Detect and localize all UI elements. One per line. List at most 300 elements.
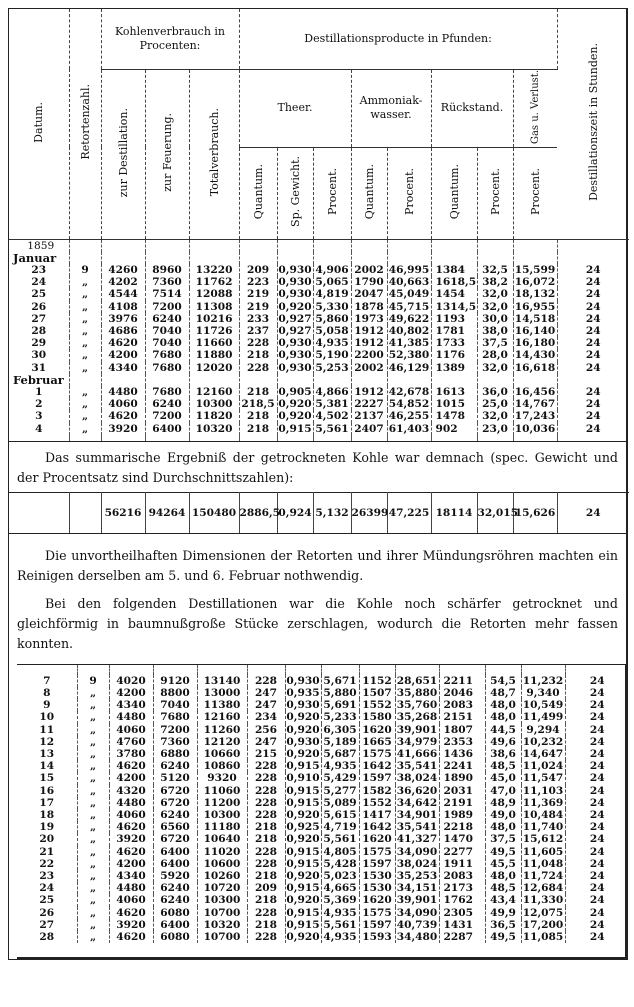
cell-col-5: 247 [247,687,285,699]
cell-col-8: 1597 [359,858,395,870]
summary-cell-11: 32,015 [477,492,513,533]
cell-col-3: 7200 [153,724,197,736]
cell-col-13: 24 [585,361,601,374]
cell-col-8: 2200 [351,349,387,361]
table-row [9,362,629,374]
cell-col-10: 2151 [439,711,485,723]
cell-col-7: 5,253 [313,362,351,374]
cell-col-10: 1762 [439,894,485,906]
cell-col-1: „ [77,919,109,931]
cell-col-5: 218 [247,821,285,833]
cell-col-11: 48,9 [485,797,521,809]
cell-col-12: 10,484 [522,809,564,822]
cell-col-8: 1912 [351,386,387,398]
cell-col-11: 47,0 [485,785,521,797]
cell-col-1: „ [77,699,109,711]
cell-col-4: 12020 [189,362,239,374]
cell-col-4: 11380 [197,699,247,711]
table-row [17,833,629,845]
cell-col-13: 24 [589,870,605,883]
cell-col-2: 4620 [109,760,153,772]
cell-col-9: 38,024 [396,857,438,870]
cell-col-3: 7360 [145,276,189,288]
month-label: Februar [9,374,69,386]
cell-col-3: 6560 [153,821,197,833]
cell-col-8: 1575 [359,846,395,858]
cell-col-1: „ [69,337,101,349]
cell-col-10: 1314,5 [431,301,477,313]
cell-col-11: 36,0 [477,386,513,398]
cell-col-10: 1890 [439,772,485,784]
cell-col-3: 5920 [153,870,197,882]
cell-col-7: 4,819 [313,288,351,300]
cell-col-10: 1176 [431,349,477,361]
cell-col-6: 0,910 [286,772,320,785]
table-row [9,337,629,349]
cell-col-0: 15 [17,772,77,784]
cell-col-12: 14,518 [514,312,556,325]
cell-col-3: 7200 [145,301,189,313]
cell-col-8: 1597 [359,772,395,784]
cell-col-9: 35,541 [396,821,438,834]
cell-col-8: 2002 [351,362,387,374]
cell-col-8: 1620 [359,724,395,736]
cell-col-10: 2241 [439,760,485,772]
cell-col-10: 2211 [439,675,485,687]
cell-col-12: 17,200 [522,918,564,931]
cell-col-12: 11,499 [522,711,564,724]
cell-col-4: 10720 [197,882,247,894]
table-row [17,760,629,772]
cell-col-0: 11 [17,724,77,736]
cell-col-12: 15,612 [522,833,564,846]
cell-col-4: 10700 [197,931,247,943]
cell-col-1: „ [77,846,109,858]
cell-col-6: 0,935 [286,686,320,699]
table-row [9,301,629,313]
cell-col-7: 4,866 [313,386,351,398]
cell-col-9: 49,622 [388,312,430,325]
cell-col-0: 25 [17,894,77,906]
cell-col-8: 1620 [359,833,395,845]
cell-col-8: 1552 [359,797,395,809]
cell-col-2: 4620 [101,410,145,422]
cell-col-11: 38,6 [485,748,521,760]
cell-col-12: 12,684 [522,882,564,895]
cell-col-11: 32,0 [477,410,513,422]
summary-cell-6: 0,924 [277,492,313,533]
cell-col-4: 10660 [197,748,247,760]
cell-col-2: 3920 [109,919,153,931]
cell-col-2: 3920 [109,833,153,845]
cell-col-1: „ [69,301,101,313]
cell-col-12: 11,740 [522,821,564,834]
cell-col-0: 26 [9,301,69,313]
table-row [17,772,629,784]
cell-col-13: 24 [585,349,601,362]
cell-col-6: 0,920 [286,809,320,822]
cell-col-13: 24 [589,906,605,919]
summary-cell-2: 56216 [101,492,145,533]
cell-col-11: 49,9 [485,907,521,919]
cell-col-0: 23 [9,264,69,276]
cell-col-7: 5,561 [321,919,359,931]
cell-col-7: 5,189 [321,736,359,748]
cell-col-0: 26 [17,907,77,919]
cell-col-11: 48,0 [485,870,521,882]
table-row [17,846,629,858]
cell-col-3: 6240 [153,809,197,821]
cell-col-0: 2 [9,398,69,410]
table-row [17,809,629,821]
cell-col-0: 27 [17,919,77,931]
cell-col-11: 49,5 [485,846,521,858]
cell-col-8: 2227 [351,398,387,410]
cell-col-7: 5,381 [313,398,351,410]
cell-col-12: 9,294 [521,724,565,736]
cell-col-6: 0,930 [286,699,320,712]
cell-col-4: 10700 [197,907,247,919]
cell-col-3: 7680 [145,386,189,398]
cell-col-10: 1470 [439,833,485,845]
cell-col-10: 2083 [439,870,485,882]
cell-col-9: 46,255 [388,410,430,423]
cell-col-0: 21 [17,846,77,858]
cell-col-5: 228 [247,809,285,821]
cell-col-13: 24 [589,821,605,834]
cell-col-7: 5,233 [321,711,359,723]
cell-col-6: 0,915 [278,422,312,435]
cell-col-3: 7200 [145,410,189,422]
cell-col-4: 11200 [197,797,247,809]
cell-col-4: 10216 [189,313,239,325]
cell-col-8: 2407 [351,423,387,435]
cell-col-10: 1384 [431,264,477,276]
summary-cell-9: 47,225 [387,492,431,533]
cell-col-8: 2137 [351,410,387,422]
cell-col-6: 0,915 [286,857,320,870]
cell-col-3: 6240 [153,882,197,894]
cell-col-13: 24 [589,796,605,809]
cell-col-4: 11020 [197,846,247,858]
cell-col-0: 30 [9,349,69,361]
cell-col-13: 24 [585,288,601,301]
cell-col-6: 0,915 [286,784,320,797]
cell-col-13: 24 [585,276,601,289]
cell-col-1: „ [77,797,109,809]
cell-col-7: 4,906 [313,264,351,276]
cell-col-6: 0,920 [286,870,320,883]
cell-col-9: 36,620 [396,784,438,797]
cell-col-9: 40,663 [388,276,430,289]
cell-col-10: 1454 [431,288,477,300]
cell-col-3: 6400 [153,858,197,870]
cell-col-9: 41,327 [396,833,438,846]
cell-col-1: „ [69,410,101,422]
cell-col-5: 247 [247,699,285,711]
cell-col-8: 1878 [351,301,387,313]
table-row [17,797,629,809]
cell-col-4: 10300 [197,809,247,821]
cell-col-1: „ [77,907,109,919]
cell-col-13: 24 [585,398,601,411]
cell-col-2: 3976 [101,313,145,325]
cell-col-1: „ [69,386,101,398]
table-row [17,724,629,736]
cell-col-12: 11,103 [522,784,564,797]
cell-col-3: 6400 [153,846,197,858]
cell-col-13: 24 [589,699,605,712]
cell-col-5: 228 [247,675,285,687]
cell-col-1: „ [69,288,101,300]
cell-col-7: 4,719 [321,821,359,833]
cell-col-2: 4060 [109,809,153,821]
cell-col-5: 218 [247,894,285,906]
cell-col-0: 7 [17,675,77,687]
cell-col-4: 12160 [189,386,239,398]
cell-col-12: 11,369 [522,796,564,809]
cell-col-5: 218,5 [239,398,277,410]
cell-col-7: 5,671 [321,675,359,687]
table-row [17,675,629,687]
paragraph-1: Die unvortheilhaften Dimensionen der Retorten und ihrer Mündungsröhren machten ein Reinigen derselben am 5. und 6. Februar nothwendig. [17,547,618,583]
cell-col-8: 1665 [359,736,395,748]
cell-col-13: 24 [589,735,605,748]
cell-col-9: 34,090 [396,845,438,858]
cell-col-1: „ [77,772,109,784]
cell-col-7: 5,561 [321,833,359,845]
summary-cell-12: 15,626 [513,492,557,533]
cell-col-5: 228 [239,362,277,374]
cell-col-9: 41,385 [388,337,430,350]
cell-col-4: 11260 [197,724,247,736]
cell-col-13: 24 [589,711,605,724]
cell-col-13: 24 [585,410,601,423]
cell-col-4: 10300 [197,894,247,906]
cell-col-2: 4060 [101,398,145,410]
cell-col-8: 1620 [359,894,395,906]
summary-cell-7: 5,132 [313,492,351,533]
cell-col-1: „ [77,894,109,906]
cell-col-1: „ [77,833,109,845]
cell-col-3: 6720 [153,797,197,809]
cell-col-11: 48,0 [485,821,521,833]
cell-col-7: 5,880 [321,687,359,699]
cell-col-2: 4340 [101,362,145,374]
cell-col-3: 6240 [153,760,197,772]
cell-col-10: 2305 [439,907,485,919]
cell-col-7: 6,305 [321,724,359,736]
summary-cell-3: 94264 [145,492,189,533]
cell-col-9: 34,480 [396,931,438,944]
cell-col-1: „ [77,821,109,833]
cell-col-1: „ [69,313,101,325]
cell-col-10: 1733 [431,337,477,349]
col-destillationszeit: Destillationszeit in Stunden. [557,9,629,239]
cell-col-2: 3920 [101,423,145,435]
cell-col-7: 5,023 [321,870,359,882]
cell-col-2: 4480 [109,711,153,723]
cell-col-9: 38,024 [396,772,438,785]
cell-col-3: 7040 [145,325,189,337]
cell-col-5: 215 [247,748,285,760]
cell-col-3: 6400 [145,423,189,435]
cell-col-2: 4020 [109,675,153,687]
month-row-januar: Januar [9,252,629,264]
cell-col-7: 4,665 [321,882,359,894]
cell-col-11: 28,0 [477,349,513,361]
col-retortenzahl: Retortenzahl. [69,9,101,239]
cell-col-7: 5,615 [321,809,359,821]
cell-col-2: 4200 [101,349,145,361]
cell-col-4: 10600 [197,858,247,870]
cell-col-13: 24 [589,674,605,687]
cell-col-6: 0,930 [278,288,312,301]
cell-col-6: 0,927 [278,324,312,337]
cell-col-8: 2047 [351,288,387,300]
cell-col-1: 9 [77,675,109,687]
cell-col-0: 1 [9,386,69,398]
cell-col-4: 11660 [189,337,239,349]
cell-col-8: 1790 [351,276,387,288]
distillation-table-header-and-block1 [9,9,629,441]
cell-col-5: 218 [247,919,285,931]
cell-col-4: 10300 [189,398,239,410]
summary-totals-row [9,492,629,533]
cell-col-7: 5,428 [321,858,359,870]
cell-col-5: 237 [239,325,277,337]
cell-col-10: 1389 [431,362,477,374]
cell-col-7: 5,691 [321,699,359,711]
cell-col-8: 1912 [351,337,387,349]
cell-col-12: 11,085 [522,931,564,944]
table-row [9,325,629,337]
cell-col-4: 11180 [197,821,247,833]
cell-col-8: 1580 [359,711,395,723]
cell-col-9: 35,541 [396,760,438,773]
cell-col-10: 1478 [431,410,477,422]
table-row [17,858,629,870]
cell-col-0: 9 [17,699,77,711]
cell-col-7: 5,058 [313,325,351,337]
cell-col-3: 7040 [145,337,189,349]
cell-col-11: 37,5 [477,337,513,349]
cell-col-2: 4260 [101,264,145,276]
cell-col-4: 12088 [189,288,239,300]
body-paragraphs [9,534,626,664]
cell-col-0: 24 [9,276,69,288]
cell-col-10: 1911 [439,858,485,870]
cell-col-8: 1575 [359,907,395,919]
cell-col-9: 35,760 [396,699,438,712]
cell-col-9: 40,802 [388,324,430,337]
group-destillationsproducte: Destillationsproducte in Pfunden: [239,9,557,69]
cell-col-7: 4,935 [321,907,359,919]
cell-col-7: 4,502 [313,410,351,422]
cell-col-7: 5,089 [321,797,359,809]
cell-col-0: 4 [9,423,69,435]
cell-col-7: 5,687 [321,748,359,760]
cell-col-3: 6720 [153,785,197,797]
cell-col-0: 8 [17,687,77,699]
cell-col-13: 24 [589,918,605,931]
cell-col-1: „ [77,748,109,760]
group-gas: Gas u. Verlust. [513,69,557,147]
cell-col-0: 12 [17,736,77,748]
cell-col-2: 4760 [109,736,153,748]
cell-col-3: 6880 [153,748,197,760]
cell-col-12: 15,599 [514,263,556,276]
cell-col-11: 48,5 [485,760,521,772]
cell-col-9: 39,901 [396,723,438,736]
cell-col-1: 9 [69,264,101,276]
cell-col-10: 2287 [439,931,485,943]
cell-col-8: 1530 [359,870,395,882]
group-rueckstand: Rückstand. [431,69,513,147]
cell-col-8: 1912 [351,325,387,337]
cell-col-9: 46,129 [388,361,430,374]
table-row [9,276,629,288]
table-row [17,882,629,894]
summary-cell-0 [9,492,69,533]
cell-col-0: 29 [9,337,69,349]
cell-col-6: 0,930 [278,276,312,289]
col-totalverbrauch: Totalverbrauch. [189,69,239,239]
cell-col-3: 6240 [145,313,189,325]
cell-col-4: 11762 [189,276,239,288]
cell-col-9: 46,995 [388,263,430,276]
cell-col-11: 49,0 [485,809,521,821]
summary-cell-1 [69,492,101,533]
cell-col-6: 0,915 [286,845,320,858]
cell-col-13: 24 [589,809,605,822]
summary-row [9,492,629,533]
cell-col-9: 61,403 [388,422,430,435]
block1-body [9,239,629,441]
cell-col-12: 11,724 [522,870,564,883]
cell-col-7: 5,330 [313,301,351,313]
cell-col-12: 16,180 [514,337,556,350]
cell-col-5: 233 [239,313,277,325]
summary-paragraph: Das summarische Ergebniß der getrockneten Kohle war demnach (spec. Gewicht und der Procentsatz sind Durchschnittszahlen): [9,441,626,492]
cell-col-8: 1642 [359,821,395,833]
cell-col-8: 1530 [359,882,395,894]
cell-col-6: 0,925 [286,821,320,834]
cell-col-1: „ [77,931,109,943]
cell-col-4: 10260 [197,870,247,882]
cell-col-6: 0,930 [278,263,312,276]
cell-col-4: 11726 [189,325,239,337]
cell-col-13: 24 [589,882,605,895]
cell-col-0: 28 [17,931,77,943]
year-row: 1859 [9,239,629,252]
table-row [9,313,629,325]
cell-col-11: 48,7 [485,687,521,699]
cell-col-9: 35,253 [396,870,438,883]
cell-col-11: 54,5 [485,675,521,687]
cell-col-11: 49,5 [485,931,521,943]
cell-col-9: 35,268 [396,711,438,724]
cell-col-2: 4202 [101,276,145,288]
cell-col-11: 45,5 [485,858,521,870]
cell-col-13: 24 [589,686,605,699]
cell-col-13: 24 [585,300,601,313]
cell-col-4: 9320 [197,772,247,784]
cell-col-5: 234 [247,711,285,723]
cell-col-3: 5120 [153,772,197,784]
col-theer-quantum: Quantum. [239,147,277,239]
cell-col-2: 4200 [109,772,153,784]
